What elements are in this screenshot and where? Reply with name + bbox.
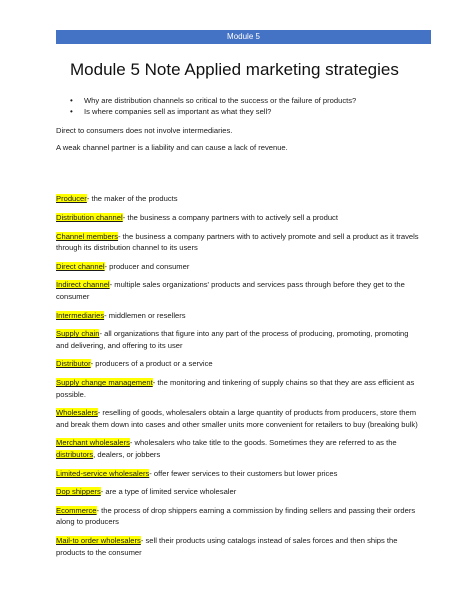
definition-text: - offer fewer services to their customers but lower prices	[149, 468, 338, 478]
definitions-list	[56, 193, 421, 565]
paragraph-direct: Direct to consumers does not involve intermediaries.	[56, 126, 233, 135]
definition-text: - the process of drop shippers earning a commission by finding sellers and passing their orders along to producers	[56, 506, 416, 527]
definition-highlight: distributors	[56, 449, 94, 459]
definition-item	[56, 437, 421, 460]
definition-term: Intermediaries	[56, 310, 105, 320]
question-item: • Why are distribution channels so critical to the success or the failure of products?	[70, 95, 440, 106]
definition-term: Distribution channel	[56, 212, 123, 222]
module-header-label: Module 5	[227, 32, 260, 41]
page-title: Module 5 Note Applied marketing strategies	[70, 60, 399, 79]
definition-term: Dop shippers	[56, 487, 101, 497]
definition-item	[56, 535, 421, 558]
definition-item	[56, 486, 421, 497]
definition-text: - the maker of the products	[86, 194, 178, 203]
definition-text: - the business a company partners with to actively promote and sell a product as it travels through its distribution channel to its users	[56, 231, 419, 252]
definition-term: Distributor	[56, 359, 91, 369]
question-list	[70, 95, 440, 117]
definition-term: Merchant wholesalers	[56, 438, 130, 448]
definition-text: - the business a company partners with to actively sell a product	[122, 212, 338, 222]
definition-item	[56, 279, 421, 302]
definition-term: Direct channel	[56, 261, 105, 271]
definition-item	[56, 358, 421, 369]
definition-text: - multiple sales organizations' products and services pass through before they get to the consumer	[56, 280, 405, 301]
question-item: • Is where companies sell as important as what they sell?	[70, 106, 440, 117]
definition-item	[56, 193, 421, 204]
definition-term: Supply chain	[56, 329, 100, 339]
definition-term: Ecommerce	[56, 506, 97, 516]
definition-term: Supply change management	[56, 378, 153, 388]
definition-text: - reselling of goods, wholesalers obtain a large quantity of products from producers, store them and break them down into cases and other smaller units more convenient for retailers to buy (breaking bulk)	[56, 408, 418, 429]
definition-term: Wholesalers	[56, 408, 98, 418]
definition-item	[56, 212, 421, 223]
definition-term: Mail-to order wholesalers	[56, 536, 141, 546]
definition-text: - producer and consumer	[104, 261, 190, 271]
definition-item	[56, 468, 421, 479]
definition-item	[56, 310, 421, 321]
definition-text: - sell their products using catalogs instead of sales forces and then ships the products to the consumer	[56, 536, 398, 557]
definition-item	[56, 328, 421, 351]
definition-text: - are a type of limited service wholesaler	[100, 487, 237, 497]
definition-text-after: , dealers, or jobbers	[93, 449, 161, 459]
definition-text: - all organizations that figure into any part of the process of producing, promoting, promoting and delivering, and offering to its user	[56, 329, 409, 350]
definition-item	[56, 261, 421, 272]
definition-term: Channel members	[56, 231, 119, 241]
paragraph-weak-partner: A weak channel partner is a liability and can cause a lack of revenue.	[56, 143, 288, 152]
definition-item	[56, 407, 421, 430]
definition-item	[56, 377, 421, 400]
definition-item	[56, 505, 421, 528]
module-header-bar	[56, 30, 431, 44]
definition-text: - producers of a product or a service	[90, 359, 213, 369]
definition-text: - middlemen or resellers	[104, 310, 186, 320]
definition-text: - wholesalers who take title to the goods. Sometimes they are referred to as the	[129, 438, 397, 448]
definition-term: Producer	[56, 194, 87, 203]
definition-term: Limited-service wholesalers	[56, 468, 150, 478]
definition-text: - the monitoring and tinkering of supply chains so that they are ass efficient as possible.	[56, 378, 415, 399]
definition-term: Indirect channel	[56, 280, 110, 290]
definition-item	[56, 231, 421, 254]
